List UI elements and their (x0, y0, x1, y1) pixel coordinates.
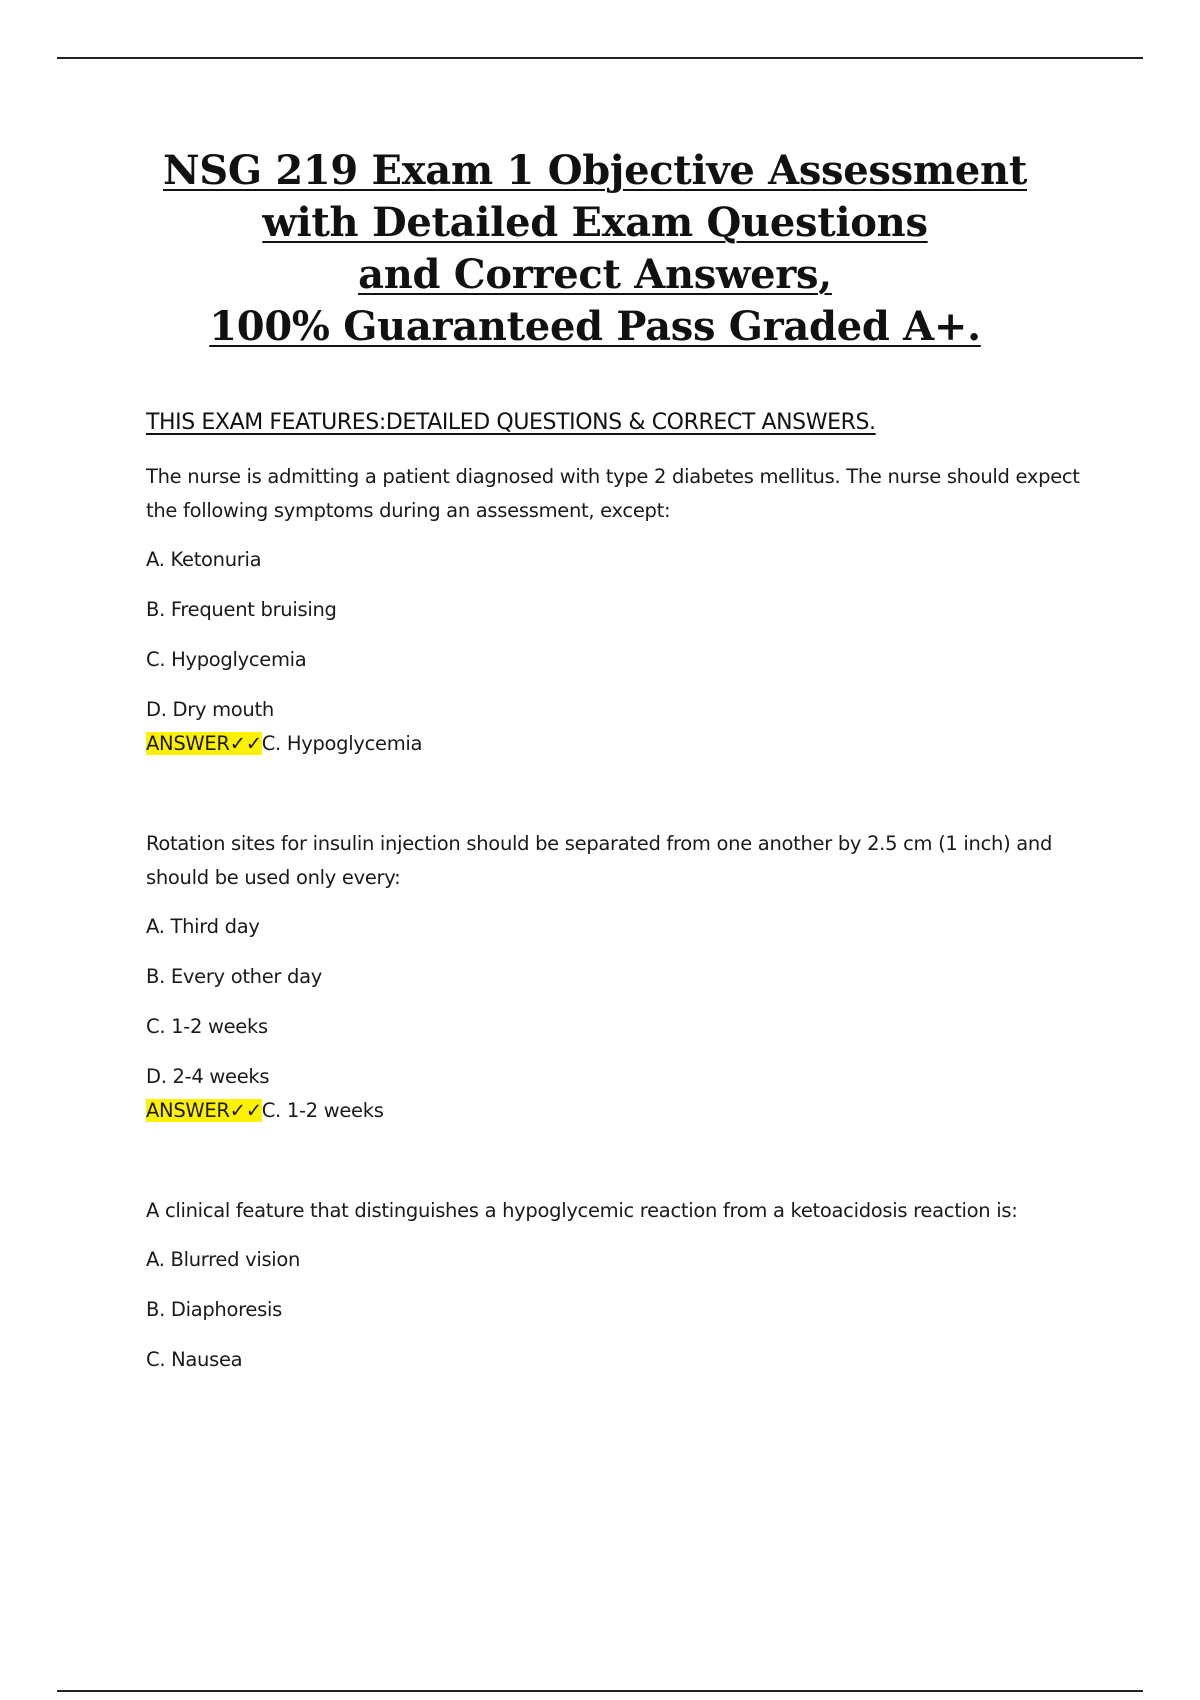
question-stem: A clinical feature that distinguishes a hypoglycemic reaction from a ketoacidosis reaction is: (146, 1199, 1018, 1222)
answer-option: A. Blurred vision (146, 1248, 301, 1271)
features-heading: THIS EXAM FEATURES:DETAILED QUESTIONS & CORRECT ANSWERS. (146, 410, 876, 435)
question-3 (146, 1194, 1106, 1377)
answer-text: C. Hypoglycemia (261, 732, 423, 755)
answer-label-highlight: ANSWER✓✓ (146, 1099, 262, 1122)
answer-option: C. Hypoglycemia (146, 648, 307, 671)
correct-answer (146, 1094, 1106, 1128)
title-line: with Detailed Exam Questions (262, 199, 928, 246)
question-1 (146, 460, 1106, 761)
answer-option: D. Dry mouth (146, 698, 274, 721)
answer-option: B. Every other day (146, 965, 323, 988)
document-title (60, 145, 1130, 353)
answer-option: B. Frequent bruising (146, 598, 337, 621)
answer-option: C. Nausea (146, 1348, 243, 1371)
title-line: 100% Guaranteed Pass Graded A+. (209, 303, 981, 350)
question-stem: Rotation sites for insulin injection should be separated from one another by 2.5 cm (1 inch) and should be used only every: (146, 832, 1053, 889)
top-rule (57, 57, 1143, 59)
title-line: NSG 219 Exam 1 Objective Assessment (163, 147, 1027, 194)
bottom-rule (57, 1690, 1143, 1692)
answer-label-highlight: ANSWER✓✓ (146, 732, 262, 755)
answer-option: D. 2-4 weeks (146, 1065, 270, 1088)
answer-option: C. 1-2 weeks (146, 1015, 268, 1038)
question-stem: The nurse is admitting a patient diagnosed with type 2 diabetes mellitus. The nurse should expect the following symptoms during an assessment, except: (146, 465, 1080, 522)
title-line: and Correct Answers, (358, 251, 832, 298)
answer-text: C. 1-2 weeks (261, 1099, 384, 1122)
document-body (146, 408, 1106, 1377)
answer-option: A. Ketonuria (146, 548, 262, 571)
answer-option: A. Third day (146, 915, 260, 938)
correct-answer (146, 727, 1106, 761)
question-spacer (146, 761, 1106, 827)
question-2 (146, 827, 1106, 1128)
question-spacer (146, 1128, 1106, 1194)
answer-option: B. Diaphoresis (146, 1298, 282, 1321)
